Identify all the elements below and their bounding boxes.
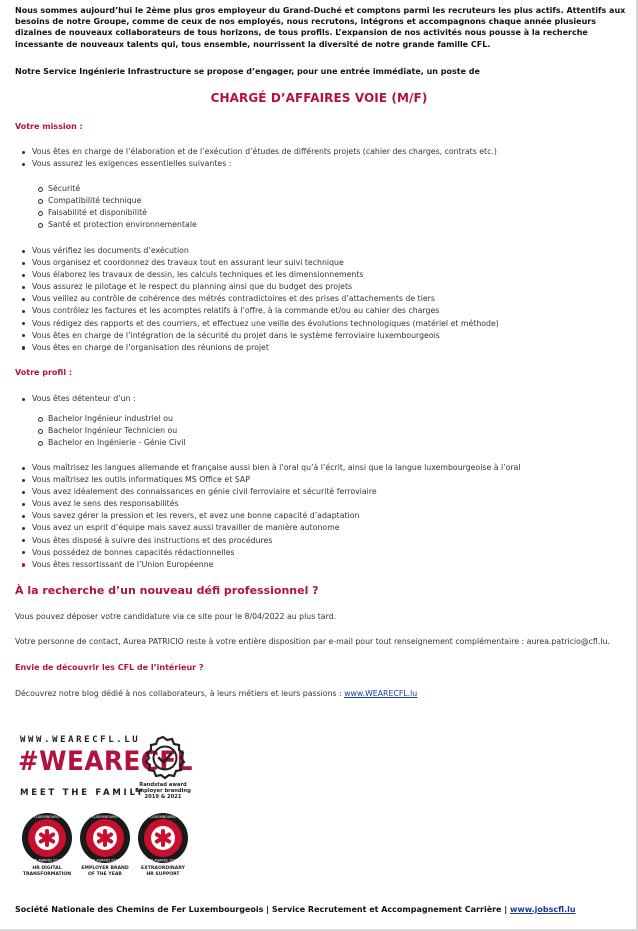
badge-year-text: HR AWARDS 2021 [148, 858, 178, 863]
list-item: Sécurité [38, 183, 598, 195]
award-line-3: 2019 & 2021 [144, 794, 182, 800]
award-line-2: Employer branding [135, 788, 191, 794]
list-item: Vous avez idéalement des connaissances en génie civil ferroviaire et sécurité ferroviaire [22, 486, 622, 498]
badge-ring-text: LUXEMBOURG [34, 814, 60, 819]
badge-label-line: EMPLOYER BRAND [81, 866, 129, 871]
badge-label-line: HR DIGITAL [32, 866, 62, 871]
badge-label-line: TRANSFORMATION [22, 871, 72, 877]
intro-paragraph: Nous sommes aujourd’hui le 2ème plus gros employeur du Grand-Duché et comptons parmi les recruteurs les plus actifs. Attentifs aux besoins de notre Groupe, comme de ceux de nos employés, nous recrutons, intégrons et accompagnons chaque année plusieurs dizaines de nouveaux collaborateurs de tous horizons, de tous profils. L’expansion de nos activités nous pousse à la recherche incessante de nouveaux talents qui, tous ensemble, nourrissent la diversité de notre grande famille CFL. [15, 6, 626, 49]
announcement-line: Notre Service Ingénierie Infrastructure se propose d’engager, pour une entrée immédiate, un poste de [15, 67, 480, 76]
list-item: Vous assurez les exigences essentielles suivantes : [22, 158, 622, 170]
wearecfl-logo: #WEARECFL [18, 746, 193, 777]
apply-text: Vous pouvez déposer votre candidature via ce site pour le 8/04/2022 au plus tard. [15, 612, 337, 621]
badge-label-line: OF THE YEAR [88, 871, 122, 877]
badge-ring-text: LUXEMBOURG [92, 814, 118, 819]
contact-text: Votre personne de contact, Aurea PATRICIO reste à votre entière disposition par e-mail pour tout renseignement complémentaire : aurea.patricio@cfl.lu. [15, 637, 610, 646]
list-item: Vous êtes en charge de l’intégration de la sécurité du projet dans le système ferroviaire luxembourgeois [22, 330, 622, 342]
list-item: Vous êtes disposé à suivre des instructions et des procédures [22, 535, 622, 547]
list-item: Vous êtes ressortissant de l’Union Européenne [22, 559, 622, 571]
badge-label [75, 866, 135, 877]
footer-link[interactable]: www.jobscfl.lu [509, 905, 576, 914]
list-item: Vous êtes détenteur d’un : [22, 393, 622, 405]
list-item: Vous maîtrisez les langues allemande et française aussi bien à l’oral qu’à l’écrit, ainsi que la langue luxembourgeoise à l’oral [22, 462, 622, 474]
list-item: Santé et protection environnementale [38, 219, 598, 231]
mission-list-b [22, 245, 622, 354]
list-item: Vous assurez le pilotage et le respect du planning ainsi que du budget des projets [22, 281, 622, 293]
profile-sublist [38, 413, 598, 449]
profile-heading: Votre profil : [15, 368, 73, 377]
list-item: Bachelor Ingénieur industriel ou [38, 413, 598, 425]
mission-heading: Votre mission : [15, 122, 83, 131]
list-item: Vous êtes en charge de l’élaboration et de l’exécution d’études de différents projets (cahier des charges, contrats etc.) [22, 146, 622, 158]
award-caption [120, 782, 206, 800]
blog-link[interactable]: www.WEARECFL.lu [344, 689, 418, 698]
blog-paragraph [15, 689, 635, 698]
badge-year-text: HR AWARDS 2021 [90, 858, 120, 863]
logo-tagline: MEET THE FAMILY [20, 788, 146, 798]
blog-text: Découvrez notre blog dédié à nos collaborateurs, à leurs métiers et leurs passions : [15, 689, 345, 698]
logo-url: WWW.WEARECFL.LU [20, 735, 141, 745]
list-item: Faisabilité et disponibilité [38, 207, 598, 219]
job-title: CHARGÉ D’AFFAIRES VOIE (M/F) [210, 91, 428, 105]
list-item: Vous élaborez les travaux de dessin, les calculs techniques et les dimensionnements [22, 269, 622, 281]
list-item: Vous avez le sens des responsabilités [22, 498, 622, 510]
list-item: Vous vérifiez les documents d’exécution [22, 245, 622, 257]
badge-label [17, 866, 77, 877]
list-item: Bachelor Ingénieur Technicien ou [38, 425, 598, 437]
list-item: Vous possédez de bonnes capacités rédactionnelles [22, 547, 622, 559]
list-item: Vous avez un esprit d’équipe mais savez aussi travailler de manière autonome [22, 522, 622, 534]
badge-label-line: HR SUPPORT [146, 871, 180, 877]
list-item: Vous êtes en charge de l’organisation des réunions de projet [22, 342, 622, 354]
mission-list-a [22, 146, 622, 170]
discover-heading: Envie de découvrir les CFL de l’intérieur ? [15, 663, 204, 672]
badge-label-line: EXTRAORDINARY [141, 866, 185, 871]
badge-ring-text: LUXEMBOURG [150, 814, 176, 819]
list-item: Compatibilité technique [38, 195, 598, 207]
list-item: Vous veillez au contrôle de cohérence des métrés contradictoires et des prises d’attachements de tiers [22, 293, 622, 305]
list-item: Vous rédigez des rapports et des courriers, et effectuez une veille des évolutions technologiques (matériel et méthode) [22, 318, 622, 330]
list-item: Vous contrôlez les factures et les acomptes relatifs à l’offre, à la commande et/ou au cahier des charges [22, 305, 622, 317]
profile-list-a [22, 393, 622, 405]
footer [15, 905, 576, 914]
cta-heading: À la recherche d’un nouveau défi professionnel ? [15, 584, 319, 597]
badge-label [133, 866, 193, 877]
list-item: Vous maîtrisez les outils informatiques MS Office et SAP [22, 474, 622, 486]
mission-sublist [38, 183, 598, 231]
list-item: Bachelor en Ingénierie - Génie Civil [38, 437, 598, 449]
list-item: Vous savez gérer la pression et les revers, et avez une bonne capacité d’adaptation [22, 510, 622, 522]
list-item: Vous organisez et coordonnez des travaux tout en assurant leur suivi technique [22, 257, 622, 269]
award-line-1: Randstad award [139, 782, 187, 788]
footer-text: Société Nationale des Chemins de Fer Luxembourgeois | Service Recrutement et Accompagnement Carrière | [15, 905, 510, 914]
hr-award-badge-icon [21, 812, 73, 864]
hr-award-badge-icon [79, 812, 131, 864]
profile-list-b [22, 462, 622, 571]
badge-year-text: HR AWARDS 2021 [32, 858, 62, 863]
hr-award-badge-icon [137, 812, 189, 864]
